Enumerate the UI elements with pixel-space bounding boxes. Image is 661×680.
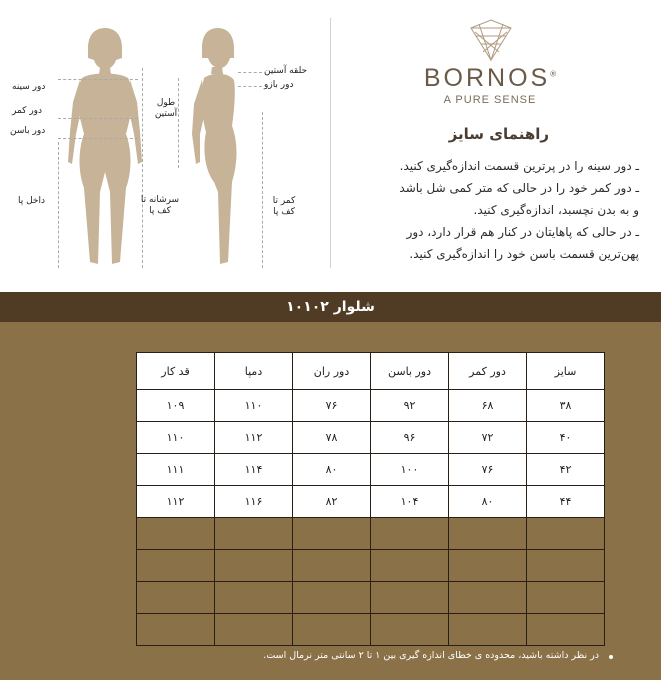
header-thigh: دور ران bbox=[293, 353, 371, 390]
section-divider bbox=[330, 18, 331, 268]
table-cell: ۱۰۴ bbox=[371, 486, 449, 518]
waist-measure-line bbox=[58, 118, 138, 119]
inseam-label: داخل پا bbox=[18, 196, 45, 206]
arm-measure-line bbox=[238, 86, 262, 87]
table-row bbox=[137, 454, 605, 486]
size-guide-instructions bbox=[347, 155, 639, 265]
waist-label: دور کمر bbox=[12, 106, 43, 116]
bust-label: دور سینه bbox=[12, 82, 46, 92]
header-length: قد کار bbox=[137, 353, 215, 390]
arm-label: دور بازو bbox=[264, 80, 294, 90]
product-title: شلوار ۱۰۱۰۲ bbox=[286, 299, 375, 315]
inseam-measure-line bbox=[58, 142, 59, 268]
table-cell: ۹۲ bbox=[371, 390, 449, 422]
shoulder-to-palm-measure-line bbox=[142, 68, 143, 268]
empty-table-row bbox=[137, 518, 605, 550]
instruction-line: ـ در حالی که پاهایتان در کنار هم قرار دارد، دور bbox=[406, 225, 639, 239]
empty-table-row bbox=[137, 614, 605, 646]
table-cell: ۶۸ bbox=[449, 390, 527, 422]
note-bullet-icon bbox=[609, 655, 613, 659]
size-table-section bbox=[0, 322, 661, 680]
table-cell: ۷۶ bbox=[449, 454, 527, 486]
sleeve-measure-line bbox=[178, 78, 179, 168]
header-hip: دور باسن bbox=[371, 353, 449, 390]
table-row bbox=[137, 390, 605, 422]
table-cell: ۳۸ bbox=[527, 390, 605, 422]
table-cell: ۹۶ bbox=[371, 422, 449, 454]
table-cell: ۱۱۲ bbox=[137, 486, 215, 518]
instruction-line: و به بدن نچسبد، اندازه‌گیری کنید. bbox=[473, 203, 639, 217]
bust-measure-line bbox=[58, 79, 138, 80]
table-cell: ۱۱۰ bbox=[215, 390, 293, 422]
brand-name: BORNOS® bbox=[423, 64, 557, 92]
waist-to-floor-label: کمر تا کف پا bbox=[272, 196, 296, 217]
hip-measure-line bbox=[58, 138, 138, 139]
header-waist: دور کمر bbox=[449, 353, 527, 390]
table-cell: ۸۲ bbox=[293, 486, 371, 518]
armhole-label: حلقه آستین bbox=[264, 66, 308, 76]
table-cell: ۸۰ bbox=[449, 486, 527, 518]
hip-label: دور باسن bbox=[10, 126, 46, 136]
table-cell: ۷۸ bbox=[293, 422, 371, 454]
size-table bbox=[136, 352, 605, 646]
table-cell: ۱۱۶ bbox=[215, 486, 293, 518]
table-row bbox=[137, 486, 605, 518]
table-cell: ۱۰۹ bbox=[137, 390, 215, 422]
table-cell: ۱۱۱ bbox=[137, 454, 215, 486]
armhole-measure-line bbox=[238, 72, 262, 73]
side-body-figure bbox=[178, 22, 258, 272]
table-row bbox=[137, 422, 605, 454]
measurement-guide-section bbox=[0, 0, 661, 292]
table-cell: ۴۴ bbox=[527, 486, 605, 518]
measurement-note: در نظر داشته باشید، محدوده ی خطای اندازه گیری بین ۱ تا ۲ سانتی متر نرمال است. bbox=[263, 650, 599, 661]
instruction-line: پهن‌ترین قسمت باسن خود را اندازه‌گیری کنید. bbox=[409, 247, 639, 261]
instruction-line: ـ دور کمر خود را در حالی که متر کمی شل باشد bbox=[399, 181, 639, 195]
front-body-figure bbox=[60, 22, 150, 272]
table-header-row bbox=[137, 353, 605, 390]
waist-to-floor-measure-line bbox=[262, 112, 263, 268]
table-cell: ۱۱۴ bbox=[215, 454, 293, 486]
table-cell: ۱۰۰ bbox=[371, 454, 449, 486]
table-cell: ۷۶ bbox=[293, 390, 371, 422]
header-size: سایز bbox=[527, 353, 605, 390]
table-cell: ۱۱۰ bbox=[137, 422, 215, 454]
sleeve-label: طول آستین bbox=[154, 98, 178, 119]
diamond-lattice-logo-icon bbox=[463, 18, 519, 62]
table-cell: ۷۲ bbox=[449, 422, 527, 454]
product-title-bar bbox=[0, 292, 661, 322]
instruction-line: ـ دور سینه را در پرترین قسمت اندازه‌گیری کنید. bbox=[399, 159, 639, 173]
shoulder-to-palm-label: سرشانه تا کف پا bbox=[140, 195, 180, 216]
brand-tagline: A PURE SENSE bbox=[443, 94, 537, 106]
empty-table-row bbox=[137, 582, 605, 614]
size-guide-title: راهنمای سایز bbox=[448, 125, 549, 143]
table-cell: ۴۰ bbox=[527, 422, 605, 454]
empty-table-row bbox=[137, 550, 605, 582]
table-cell: ۱۱۲ bbox=[215, 422, 293, 454]
header-hem: دمپا bbox=[215, 353, 293, 390]
table-cell: ۴۲ bbox=[527, 454, 605, 486]
table-cell: ۸۰ bbox=[293, 454, 371, 486]
